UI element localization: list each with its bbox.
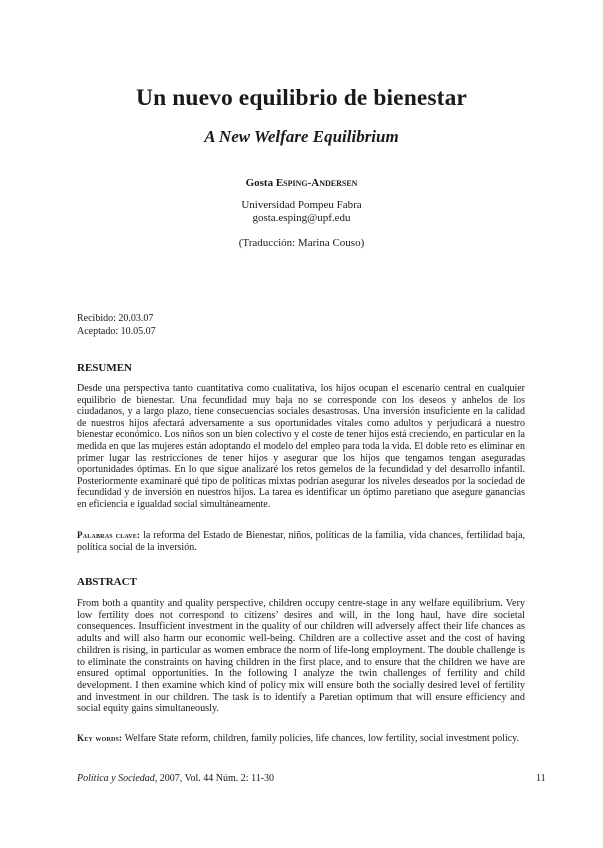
accepted-date: Aceptado: 10.05.07 — [77, 326, 156, 337]
abstract-keywords-text: Welfare State reform, children, family policies, life chances, low fertility, social investment policy. — [124, 733, 520, 744]
resumen-keywords-label: Palabras clave: — [77, 530, 141, 540]
author-email: gosta.esping@upf.edu — [252, 212, 351, 224]
paper-title: Un nuevo equilibrio de bienestar — [136, 85, 467, 111]
resumen-text: Desde una perspectiva tanto cuantitativa como cualitativa, los hijos ocupan el escenario central en cualquier equilibrio de bienestar. Una fecundidad muy baja no se corresponde con los deseos y anhelos de los ciudadanos, y a largo plazo, tiene consecuencias sociales desastrosas. Una inversión insuficiente en la calidad de nuestros hijos afectará adversamente a sus oportunidades vitales como adultos y perjudicará a nuestro bienestar económico. Los niños son un bien colectivo y el coste de tener hijos está creciendo, en particular en la medida en que las mujeres están adoptando el modelo del empleo para toda la vida. El doble reto es eliminar en primer lugar las restricciones de tener hijos y asegurar que los hijos que tengamos tengan aseguradas oportunidades óptimas. En lo que sigue analizaré los retos gemelos de la fecundidad y del desarrollo infantil. Posteriormente examinaré qué tipo de políticas mixtas podrían asegurar los niveles deseados por la sociedad de fecundidad y de inversión en nuestros hijos. La tarea es identificar un óptimo paretiano que asegure ganancias en eficiencia e igualdad social simultáneamente. — [77, 383, 525, 510]
paper-subtitle: A New Welfare Equilibrium — [204, 127, 399, 146]
journal-footer — [77, 773, 274, 784]
resumen-keywords-text: la reforma del Estado de Bienestar, niños, políticas de la familia, vida chances, fertilidad baja, política social de la inversión. — [77, 530, 526, 553]
abstract-heading: ABSTRACT — [77, 576, 137, 588]
author-name — [0, 177, 603, 189]
abstract-text: From both a quantity and quality perspective, children occupy centre-stage in any welfare equilibrium. Very low fertility does not correspond to citizens’ desires and will, in the long haul, have dire societal consequences. Insufficient investment in the quality of our children will adversely affect their life chances as adults and will also harm our economic well-being. Children are a collective asset and the cost of having children is rising, in particular as women embrace the norm of life-long employment. The double challenge is to eliminate the constraints on having children in the first place, and to ensure that the children we have are ensured optimal opportunities. In the following I analyze the twin challenges of fertility and child development. I then examine which kind of policy mix will ensure both the socially desired level of fertility and investment in our children. The task is to identify a Paretian optimum that will ensure efficiency and social equity gains simultaneously. — [77, 598, 525, 715]
abstract-keywords-label: Key words: — [77, 733, 123, 743]
resumen-keywords — [77, 530, 525, 553]
received-date: Recibido: 20.03.07 — [77, 313, 154, 324]
resumen-heading: RESUMEN — [77, 362, 133, 374]
abstract-keywords — [77, 733, 525, 745]
author-affiliation-block — [0, 199, 603, 225]
author-affiliation: Universidad Pompeu Fabra — [241, 199, 362, 211]
journal-details: 2007, Vol. 44 Núm. 2: 11-30 — [159, 773, 275, 784]
translation-note: (Traducción: Marina Couso) — [238, 237, 365, 249]
journal-name: Política y Sociedad, — [77, 773, 158, 784]
submission-dates — [77, 312, 156, 338]
page-number: 11 — [536, 773, 546, 784]
author-last-name: Esping-Andersen — [275, 177, 358, 189]
author-first-name: Gosta — [245, 177, 274, 189]
